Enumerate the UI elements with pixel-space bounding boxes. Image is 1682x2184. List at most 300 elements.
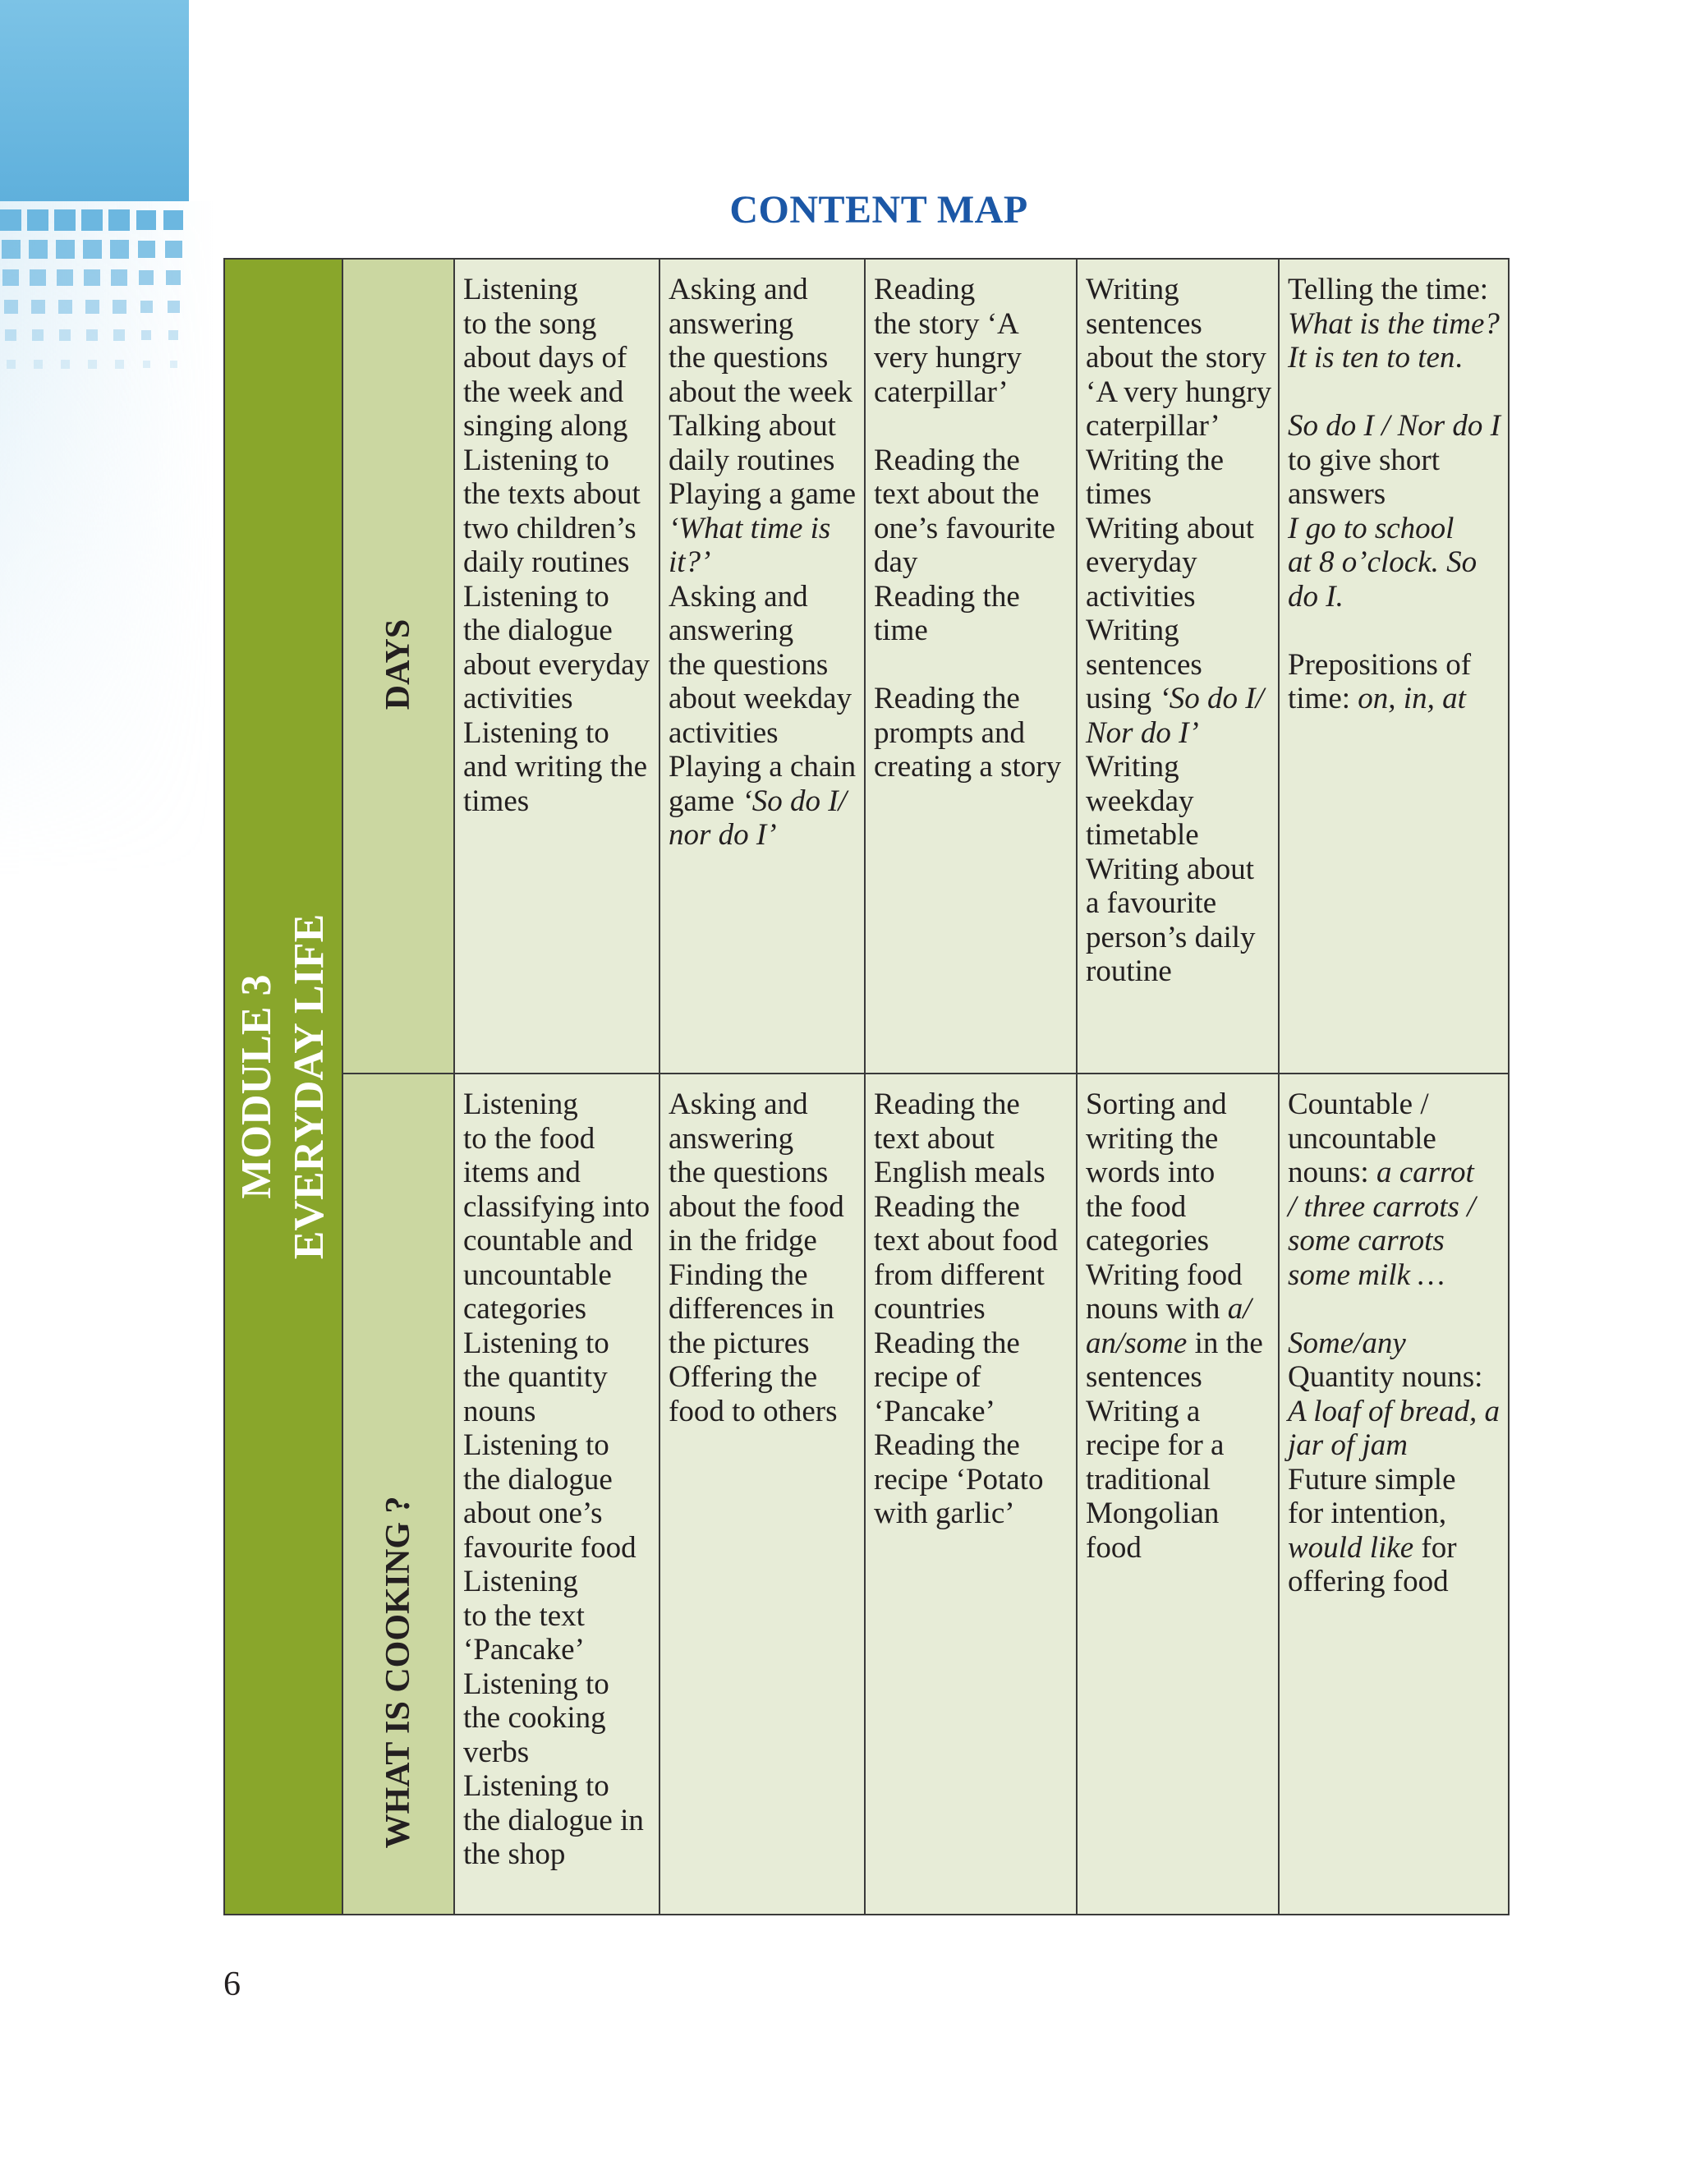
cell-text: a favourite — [1086, 886, 1217, 920]
listening-cell — [454, 259, 659, 1074]
cell-text: person’s daily — [1086, 920, 1256, 954]
mosaic-square — [113, 300, 126, 314]
cell-text: ‘Pancake’ — [874, 1394, 995, 1428]
cell-line — [463, 1565, 652, 1599]
cell-text: time — [874, 614, 928, 647]
cell-line — [669, 818, 857, 853]
cell-text: routine — [1086, 954, 1172, 988]
cell-line — [1288, 1497, 1501, 1531]
cell-line — [463, 1087, 652, 1122]
mosaic-square — [7, 360, 16, 369]
mosaic-square — [113, 329, 125, 341]
cell-text: sentences — [1086, 1360, 1202, 1394]
cell-text: very hungry — [874, 341, 1022, 375]
mosaic-square — [4, 300, 18, 314]
cell-text: prompts and — [874, 715, 1025, 750]
cell-text: to the text — [463, 1598, 585, 1633]
cell-line — [1086, 648, 1271, 683]
cell-text: Reading — [874, 273, 976, 306]
cell-text: Listening to — [463, 1326, 609, 1360]
cell-line — [463, 580, 652, 614]
cell-line — [1288, 409, 1501, 444]
cell-line — [669, 1190, 857, 1225]
cell-text: items and — [463, 1156, 581, 1189]
cell-text: caterpillar’ — [1086, 409, 1220, 443]
cell-text: answering — [669, 1121, 794, 1156]
cell-italic-text: a carrot — [1376, 1156, 1474, 1189]
cell-italic-text: ‘What time is — [669, 511, 831, 545]
cell-text: Listening — [463, 1565, 578, 1598]
cell-line — [463, 1122, 652, 1156]
cell-line — [1086, 580, 1271, 614]
cell-line — [463, 750, 652, 784]
topic-cell-days — [342, 259, 454, 1074]
cell-line — [463, 307, 652, 342]
module-name: EVERYDAY LIFE — [286, 913, 333, 1260]
mosaic-square — [84, 269, 100, 286]
cell-line — [874, 1122, 1069, 1156]
cell-text: recipe of — [874, 1360, 981, 1394]
cell-line — [463, 477, 652, 512]
cell-text: Reading the — [874, 1087, 1020, 1121]
cell-text: answering — [669, 306, 794, 341]
cell-italic-text: So do I / Nor do I — [1288, 409, 1500, 443]
cell-line — [1086, 1326, 1271, 1361]
mosaic-square — [138, 241, 155, 258]
cell-text: day — [874, 545, 918, 579]
cell-text: Telling the time: — [1288, 273, 1489, 306]
corner-decoration-band — [0, 0, 189, 201]
cell-text: Countable / — [1288, 1087, 1429, 1121]
cell-line — [1086, 1190, 1271, 1225]
mosaic-square — [141, 330, 151, 340]
cell-text: the pictures — [669, 1326, 810, 1360]
cell-line — [1086, 921, 1271, 955]
cell-line — [1288, 1428, 1501, 1463]
mosaic-square — [58, 300, 72, 314]
cell-text: Listening — [463, 1087, 578, 1121]
cell-text: timetable — [1086, 818, 1199, 852]
cell-line — [1288, 512, 1501, 546]
cell-text: activities — [669, 715, 779, 750]
mosaic-square — [57, 269, 73, 286]
cell-line — [669, 784, 857, 819]
cell-text: differences in — [669, 1292, 834, 1326]
cell-text: ‘A very hungry — [1086, 375, 1272, 409]
mosaic-square — [166, 270, 181, 285]
mosaic-square — [59, 329, 71, 341]
cell-text: the story ‘A — [874, 306, 1019, 341]
cell-text: Mongolian — [1086, 1497, 1220, 1530]
mosaic-square — [139, 270, 154, 285]
cell-line — [1288, 1224, 1501, 1258]
cell-text: countable and — [463, 1224, 633, 1258]
cell-text: Future simple — [1288, 1462, 1456, 1497]
cell-text: creating a story — [874, 750, 1062, 784]
blank-line — [1288, 1292, 1501, 1326]
cell-line — [874, 512, 1069, 546]
cell-line — [1288, 580, 1501, 614]
cell-text: sentences — [1086, 647, 1202, 682]
cell-text: for intention, — [1288, 1497, 1447, 1530]
cell-text: . — [1455, 341, 1463, 375]
cell-line — [669, 1156, 857, 1190]
cell-line — [669, 477, 857, 512]
cell-text: recipe for a — [1086, 1428, 1225, 1462]
grammar-cell — [1279, 259, 1509, 1074]
cell-line — [1086, 545, 1271, 580]
cell-text: countries — [874, 1292, 986, 1326]
cell-line — [463, 1224, 652, 1258]
cell-text: Writing — [1086, 273, 1179, 306]
cell-text: Writing — [1086, 614, 1179, 647]
cell-text: caterpillar’ — [874, 375, 1009, 409]
reading-cell — [865, 259, 1077, 1074]
cell-line — [1288, 273, 1501, 307]
cell-text: Writing the — [1086, 443, 1225, 477]
cell-text: two children’s — [463, 511, 636, 545]
mosaic-square — [111, 269, 127, 286]
cell-line — [669, 1395, 857, 1429]
cell-line — [463, 1701, 652, 1736]
cell-italic-text: at 8 o’clock. So — [1288, 545, 1477, 579]
cell-line — [463, 1156, 652, 1190]
cell-text: times — [1086, 477, 1152, 511]
mosaic-square — [2, 269, 19, 286]
cell-text: ‘Pancake’ — [463, 1633, 585, 1667]
cell-line — [669, 375, 857, 410]
speaking-cell — [659, 259, 865, 1074]
module-label — [231, 914, 336, 1260]
cell-italic-text: / three carrots / — [1288, 1189, 1476, 1224]
cell-text: categories — [1086, 1224, 1209, 1258]
mosaic-square — [56, 240, 75, 259]
cell-line — [463, 1463, 652, 1497]
cell-line — [874, 545, 1069, 580]
module-number: MODULE 3 — [233, 974, 280, 1199]
cell-line — [1086, 614, 1271, 648]
cell-text: times — [463, 784, 530, 818]
cell-italic-text: nor do I’ — [669, 818, 777, 852]
cell-text: about days of — [463, 341, 627, 375]
cell-text: the dialogue — [463, 1462, 613, 1497]
cell-line — [669, 1326, 857, 1361]
cell-text: uncountable — [463, 1258, 612, 1292]
cell-text: Listening to — [463, 1667, 609, 1701]
cell-line — [1086, 682, 1271, 716]
cell-line — [669, 1258, 857, 1293]
cell-line — [669, 545, 857, 580]
cell-line — [669, 682, 857, 716]
cell-italic-text: ‘So do I/ — [1159, 682, 1264, 715]
cell-line — [1086, 750, 1271, 784]
topic-cell-cooking — [342, 1074, 454, 1915]
cell-line — [1288, 1463, 1501, 1497]
cell-italic-text: a/ — [1227, 1292, 1252, 1326]
cell-italic-text: an/some — [1086, 1326, 1188, 1360]
cell-line — [1086, 1258, 1271, 1293]
cell-text: the questions — [669, 647, 829, 682]
cell-line — [463, 512, 652, 546]
mosaic-square — [5, 329, 16, 341]
cell-line — [874, 614, 1069, 648]
cell-line — [874, 444, 1069, 478]
cell-line — [1086, 1428, 1271, 1463]
mosaic-square — [30, 269, 46, 286]
blank-line — [1288, 614, 1501, 648]
cell-text: one’s favourite — [874, 511, 1055, 545]
page-number: 6 — [223, 1966, 241, 2003]
cell-text: Quantity nouns: — [1288, 1360, 1483, 1394]
cell-text: time: — [1288, 682, 1358, 715]
cell-text: the questions — [669, 341, 829, 375]
cell-line — [1086, 444, 1271, 478]
page-title: CONTENT MAP — [729, 188, 1028, 232]
cell-text: nouns: — [1288, 1156, 1376, 1189]
cell-italic-text: What is the time? — [1288, 306, 1500, 341]
cell-line — [874, 477, 1069, 512]
cell-text: nouns with — [1086, 1292, 1228, 1326]
cell-line — [1086, 784, 1271, 819]
cell-text: the dialogue in — [463, 1803, 644, 1837]
cell-text: nouns — [463, 1394, 536, 1428]
cell-line — [874, 341, 1069, 375]
cell-line — [1288, 1156, 1501, 1190]
cell-line — [463, 1190, 652, 1225]
cell-text: Reading the — [874, 682, 1020, 715]
cell-text: Playing a chain — [669, 750, 857, 784]
cell-text: Prepositions of — [1288, 647, 1472, 682]
cell-text: Reading the — [874, 579, 1020, 614]
cell-line — [463, 444, 652, 478]
cell-text: Writing about — [1086, 511, 1255, 545]
cell-line — [874, 716, 1069, 751]
cell-text: Listening to — [463, 1769, 609, 1803]
writing-cell — [1077, 259, 1279, 1074]
cell-line — [463, 1292, 652, 1326]
cell-line — [1086, 1122, 1271, 1156]
cell-line — [874, 682, 1069, 716]
cell-text: Asking and — [669, 273, 808, 306]
cell-line — [463, 1360, 652, 1395]
cell-text: text about food — [874, 1224, 1059, 1258]
cell-text: Reading the — [874, 1189, 1020, 1224]
cell-line — [463, 1667, 652, 1702]
cell-line — [1086, 409, 1271, 444]
cell-line — [463, 1258, 652, 1293]
cell-text: activities — [1086, 579, 1196, 614]
cell-line — [669, 716, 857, 751]
cell-text: Asking and — [669, 1087, 808, 1121]
mosaic-square — [168, 330, 178, 340]
cell-line — [1288, 1395, 1501, 1429]
corner-decoration-mosaic — [0, 209, 189, 390]
cell-text: text about the — [874, 477, 1040, 511]
cell-line — [669, 1292, 857, 1326]
mosaic-square — [165, 241, 182, 258]
cell-italic-text: Some/any — [1288, 1326, 1406, 1360]
cell-line — [1288, 682, 1501, 716]
cell-line — [463, 375, 652, 410]
cell-text: Asking and — [669, 579, 808, 614]
cell-line — [1086, 1531, 1271, 1566]
cell-line — [874, 1360, 1069, 1395]
cell-text: Writing — [1086, 750, 1179, 784]
cell-line — [1288, 1087, 1501, 1122]
mosaic-square — [2, 240, 21, 259]
cell-line — [874, 1463, 1069, 1497]
cell-line — [463, 1769, 652, 1804]
cell-line — [463, 784, 652, 819]
cell-text: from different — [874, 1258, 1045, 1292]
cell-text: and writing the — [463, 750, 648, 784]
mosaic-square — [168, 301, 180, 313]
cell-text: Writing a — [1086, 1394, 1201, 1428]
cell-italic-text: ‘So do I/ — [742, 784, 847, 818]
cell-text: using — [1086, 682, 1160, 715]
cell-line — [1288, 545, 1501, 580]
mosaic-square — [61, 360, 70, 369]
cell-line — [1086, 1224, 1271, 1258]
cell-line — [1086, 1156, 1271, 1190]
cell-line — [1086, 954, 1271, 989]
cell-line — [1086, 341, 1271, 375]
cell-text: classifying into — [463, 1189, 650, 1224]
cell-line — [669, 614, 857, 648]
cell-italic-text: some carrots — [1288, 1224, 1445, 1258]
grammar-cell — [1279, 1074, 1509, 1915]
cell-line — [463, 409, 652, 444]
mosaic-square — [85, 300, 99, 314]
cell-line — [1086, 512, 1271, 546]
cell-text: Sorting and — [1086, 1087, 1227, 1121]
cell-text: the shop — [463, 1837, 566, 1871]
cell-line — [1288, 1360, 1501, 1395]
cell-line — [463, 1326, 652, 1361]
cell-line — [1086, 273, 1271, 307]
cell-italic-text: do I. — [1288, 579, 1344, 614]
cell-italic-text: would like — [1288, 1530, 1414, 1565]
cell-italic-text: I go to school — [1288, 511, 1455, 545]
cell-text: writing the — [1086, 1121, 1219, 1156]
cell-line — [874, 1428, 1069, 1463]
cell-text: food to others — [669, 1394, 838, 1428]
cell-text: words into — [1086, 1156, 1216, 1189]
cell-text: weekday — [1086, 784, 1194, 818]
cell-line — [463, 1428, 652, 1463]
cell-line — [669, 444, 857, 478]
cell-text: the week and — [463, 375, 624, 409]
cell-line — [1288, 1531, 1501, 1566]
cell-text: recipe ‘Potato — [874, 1462, 1044, 1497]
cell-italic-text: A loaf of bread, a — [1288, 1394, 1500, 1428]
cell-text: singing along — [463, 409, 628, 443]
cell-line — [669, 648, 857, 683]
cell-text: English meals — [874, 1156, 1046, 1189]
topic-label-cooking: WHAT IS COOKING ? — [379, 1496, 417, 1849]
cell-line — [463, 1633, 652, 1667]
cell-line — [669, 307, 857, 342]
cell-line — [1288, 341, 1501, 375]
cell-line — [874, 273, 1069, 307]
cell-line — [1086, 1360, 1271, 1395]
cell-italic-text: jar of jam — [1288, 1428, 1408, 1462]
cell-text: Playing a game — [669, 477, 857, 511]
cell-line — [1086, 1395, 1271, 1429]
cell-italic-text: some milk … — [1288, 1258, 1445, 1292]
cell-line — [1086, 716, 1271, 751]
cell-text: the texts about — [463, 477, 641, 511]
cell-italic-text: it?’ — [669, 545, 711, 579]
blank-line — [1288, 375, 1501, 410]
cell-line — [463, 1736, 652, 1770]
cell-line — [463, 682, 652, 716]
cell-italic-text: It is ten to ten — [1288, 341, 1455, 375]
cell-line — [1288, 477, 1501, 512]
reading-cell — [865, 1074, 1077, 1915]
cell-text: activities — [463, 682, 573, 715]
cell-line — [1288, 307, 1501, 342]
cell-text: about the week — [669, 375, 852, 409]
cell-line — [1086, 1292, 1271, 1326]
cell-line — [1288, 648, 1501, 683]
cell-text: uncountable — [1288, 1121, 1436, 1156]
writing-cell — [1077, 1074, 1279, 1915]
cell-line — [874, 1190, 1069, 1225]
cell-line — [669, 273, 857, 307]
cell-line — [669, 1360, 857, 1395]
mosaic-square — [31, 300, 45, 314]
mosaic-square — [34, 360, 43, 369]
mosaic-square — [143, 361, 150, 368]
cell-line — [463, 273, 652, 307]
cell-text: about everyday — [463, 647, 650, 682]
cell-line — [463, 1531, 652, 1566]
cell-text: Writing food — [1086, 1258, 1243, 1292]
cell-line — [1288, 1190, 1501, 1225]
cell-line — [1086, 375, 1271, 410]
mosaic-square — [110, 240, 129, 259]
cell-line — [874, 1258, 1069, 1293]
cell-text: about weekday — [669, 682, 852, 715]
cell-line — [463, 716, 652, 751]
cell-text: Offering the — [669, 1360, 818, 1394]
cell-line — [1086, 1087, 1271, 1122]
cell-text: favourite food — [463, 1530, 636, 1565]
cell-text: Listening to — [463, 715, 609, 750]
listening-cell — [454, 1074, 659, 1915]
cell-text: the food — [1086, 1189, 1187, 1224]
cell-line — [874, 1292, 1069, 1326]
cell-line — [874, 580, 1069, 614]
cell-text: game — [669, 784, 742, 818]
cell-text: sentences — [1086, 306, 1202, 341]
cell-italic-text: on, in, at — [1358, 682, 1466, 715]
mosaic-square — [86, 329, 98, 341]
cell-text: the cooking — [463, 1701, 606, 1735]
cell-line — [874, 375, 1069, 410]
cell-line — [1288, 1565, 1501, 1599]
mosaic-square — [83, 240, 102, 259]
table-row-cooking — [224, 1074, 1509, 1915]
cell-text: Reading the — [874, 1428, 1020, 1462]
content-map-table — [223, 258, 1510, 1915]
cell-line — [1086, 853, 1271, 887]
cell-line — [874, 750, 1069, 784]
cell-text: traditional — [1086, 1462, 1211, 1497]
cell-text: Listening to — [463, 579, 609, 614]
cell-line — [463, 648, 652, 683]
